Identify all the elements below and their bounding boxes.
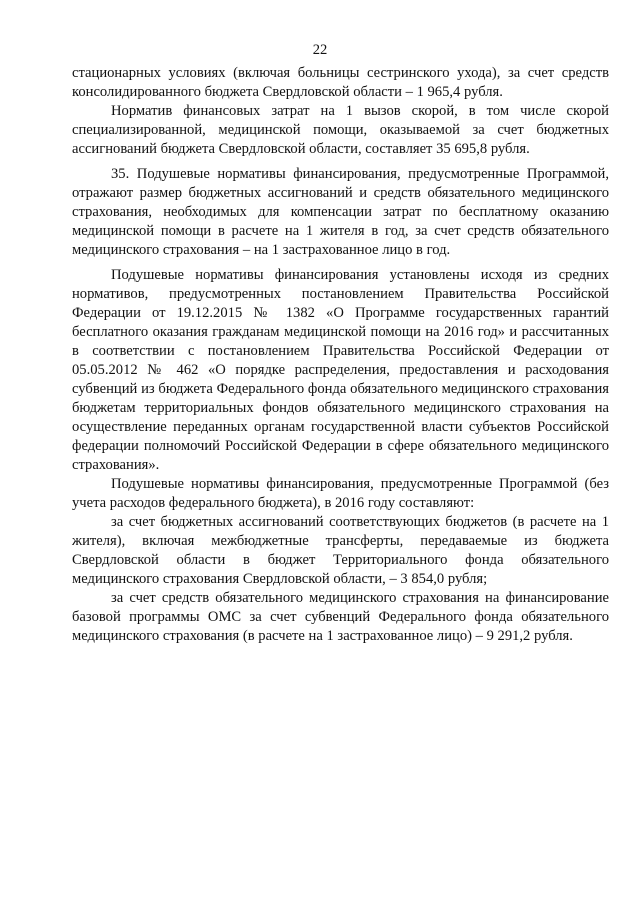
paragraph-normatives-basis: Подушевые нормативы финансирования установлены исходя из средних нормативов, предусмотренных постановлением Правительства Российской Федерации от 19.12.2015 № 1382 «О Программе государственных гарантий бесплатного оказания гражданам медицинской помощи на 2016 год» и рассчитанных в соответствии с постановлением Правительства Российской Федерации от 05.05.2012 № 462 «О порядке распределения, предоставления и расходования субвенций из бюджета Федерального фонда обязательного медицинского страхования бюджетам территориальных фондов обязательного медицинского страхования на осуществление переданных органам государственной власти субъектов Российской федерации полномочий Российской Федерации в сфере обязательного медицинского страхования». <box>72 267 609 473</box>
paragraph-compulsory-insurance: за счет средств обязательного медицинского страхования на финансирование базовой программы ОМС за счет субвенций Федерального фонда обязательного медицинского страхования (в расчете на 1 застрахованное лицо) – 9 291,2 рубля. <box>72 590 609 644</box>
paragraph-normatives-2016: Подушевые нормативы финансирования, предусмотренные Программой (без учета расходов федерального бюджета), в 2016 году составляют: <box>72 476 609 511</box>
paragraph-section-35: 35. Подушевые нормативы финансирования, предусмотренные Программой, отражают размер бюджетных ассигнований и средств обязательного медицинского страхования, необходимых для компенсации затрат по бесплатному оказанию медицинской помощи в расчете на 1 жителя в год, за счет средств обязательного медицинского страхования – на 1 застрахованное лицо в год. <box>72 166 609 258</box>
document-body <box>72 64 609 646</box>
page-number: 22 <box>312 42 328 58</box>
paragraph-budget-allocations: за счет бюджетных ассигнований соответствующих бюджетов (в расчете на 1 жителя), включая межбюджетные трансферты, передаваемые из бюджета Свердловской области в бюджет Территориального фонда обязательного медицинского страхования Свердловской области, – 3 854,0 рубля; <box>72 514 609 587</box>
paragraph-continuation: стационарных условиях (включая больницы сестринского ухода), за счет средств консолидированного бюджета Свердловской области – 1 965,4 рубля. <box>72 65 609 100</box>
paragraph-ambulance-norm: Норматив финансовых затрат на 1 вызов скорой, в том числе скорой специализированной, медицинской помощи, оказываемой за счет бюджетных ассигнований бюджета Свердловской области, составляет 35 695,8 рубля. <box>72 103 609 157</box>
